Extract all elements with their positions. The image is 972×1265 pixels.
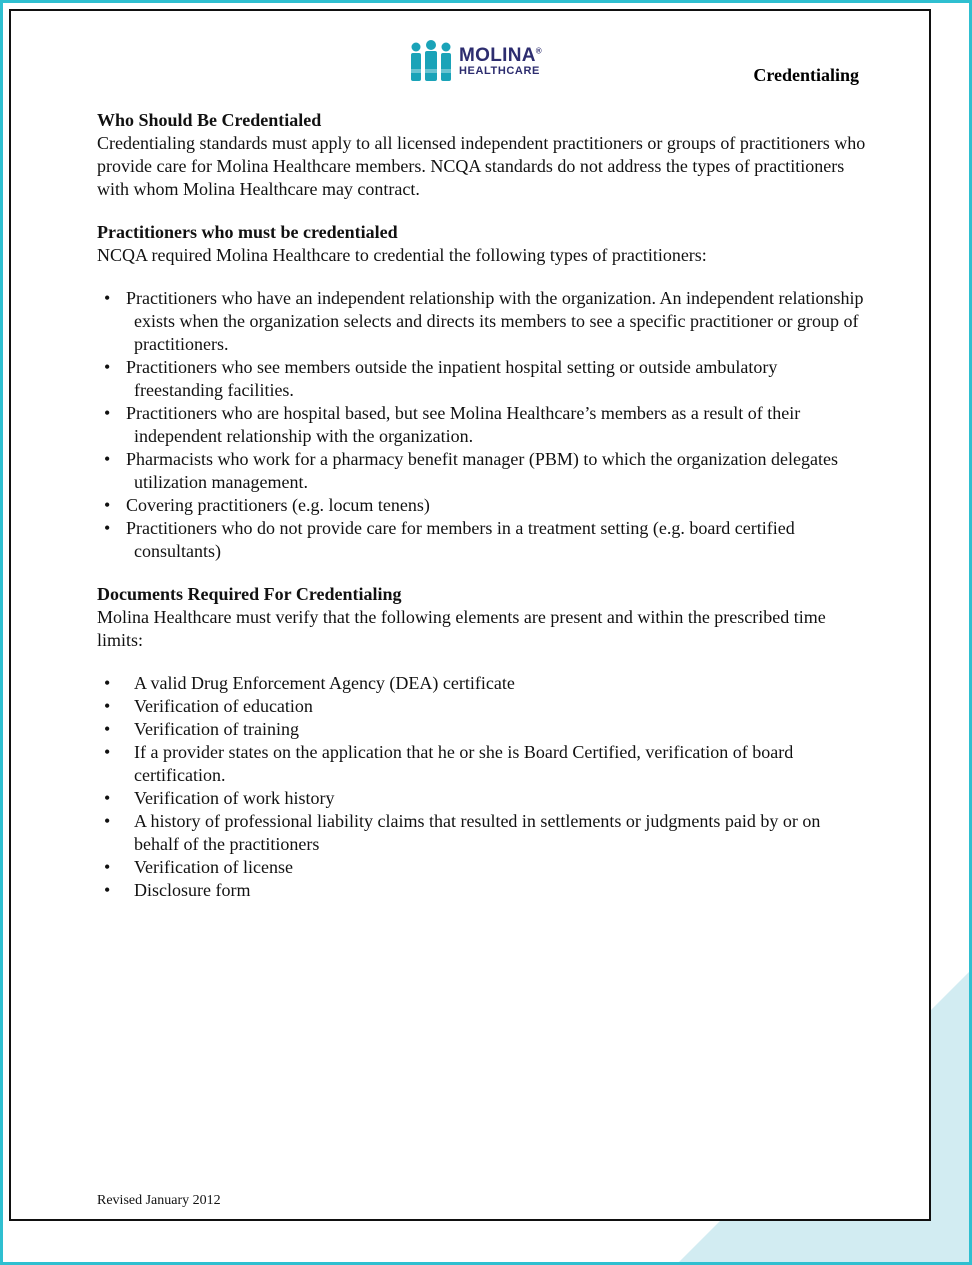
section-paragraph: Credentialing standards must apply to all licensed independent practitioners or groups of practitioners who provide care for Molina Healthcare members. NCQA standards do not address the types of practitioners with whom Molina Healthcare may contract. [97,133,866,199]
logo-registered: ® [535,46,542,56]
logo-name: MOLINA [459,44,536,66]
list-item: • Practitioners who do not provide care for members in a treatment setting (e.g. board certified consultants) [97,517,867,563]
list-item: • Practitioners who are hospital based, but see Molina Healthcare’s members as a result of their independent relationship with the organization. [97,402,867,448]
list-item: • Practitioners who have an independent relationship with the organization. An independent relationship exists when the organization selects and directs its members to see a specific practitioner or group of practitioners. [97,287,867,356]
list-item: • Verification of education [97,695,867,718]
section-heading: Practitioners who must be credentialed [97,222,398,242]
document-body [97,109,867,922]
list-item: • Pharmacists who work for a pharmacy benefit manager (PBM) to which the organization delegates utilization management. [97,448,867,494]
revised-date: Revised January 2012 [97,1193,221,1208]
list-item: • Verification of work history [97,787,867,810]
list-item: • Verification of license [97,856,867,879]
practitioner-types-list [97,287,867,563]
page-title: Credentialing [753,65,859,85]
list-item: • If a provider states on the application that he or she is Board Certified, verification of board certification. [97,741,867,787]
section-heading: Who Should Be Credentialed [97,110,322,130]
list-item: • Disclosure form [97,879,867,902]
section-heading: Documents Required For Credentialing [97,584,402,604]
list-item: • Verification of training [97,718,867,741]
section-paragraph: NCQA required Molina Healthcare to credential the following types of practitioners: [97,245,707,265]
list-item: • A history of professional liability claims that resulted in settlements or judgments paid by or on behalf of the practitioners [97,810,867,856]
list-item: • Covering practitioners (e.g. locum tenens) [97,494,867,517]
logo-subtitle: HEALTHCARE [459,64,540,77]
list-item: • Practitioners who see members outside the inpatient hospital setting or outside ambulatory freestanding facilities. [97,356,867,402]
list-item: • A valid Drug Enforcement Agency (DEA) certificate [97,672,867,695]
section-paragraph: Molina Healthcare must verify that the following elements are present and within the prescribed time limits: [97,607,826,650]
required-documents-list [97,672,867,902]
document-page [9,9,931,1221]
